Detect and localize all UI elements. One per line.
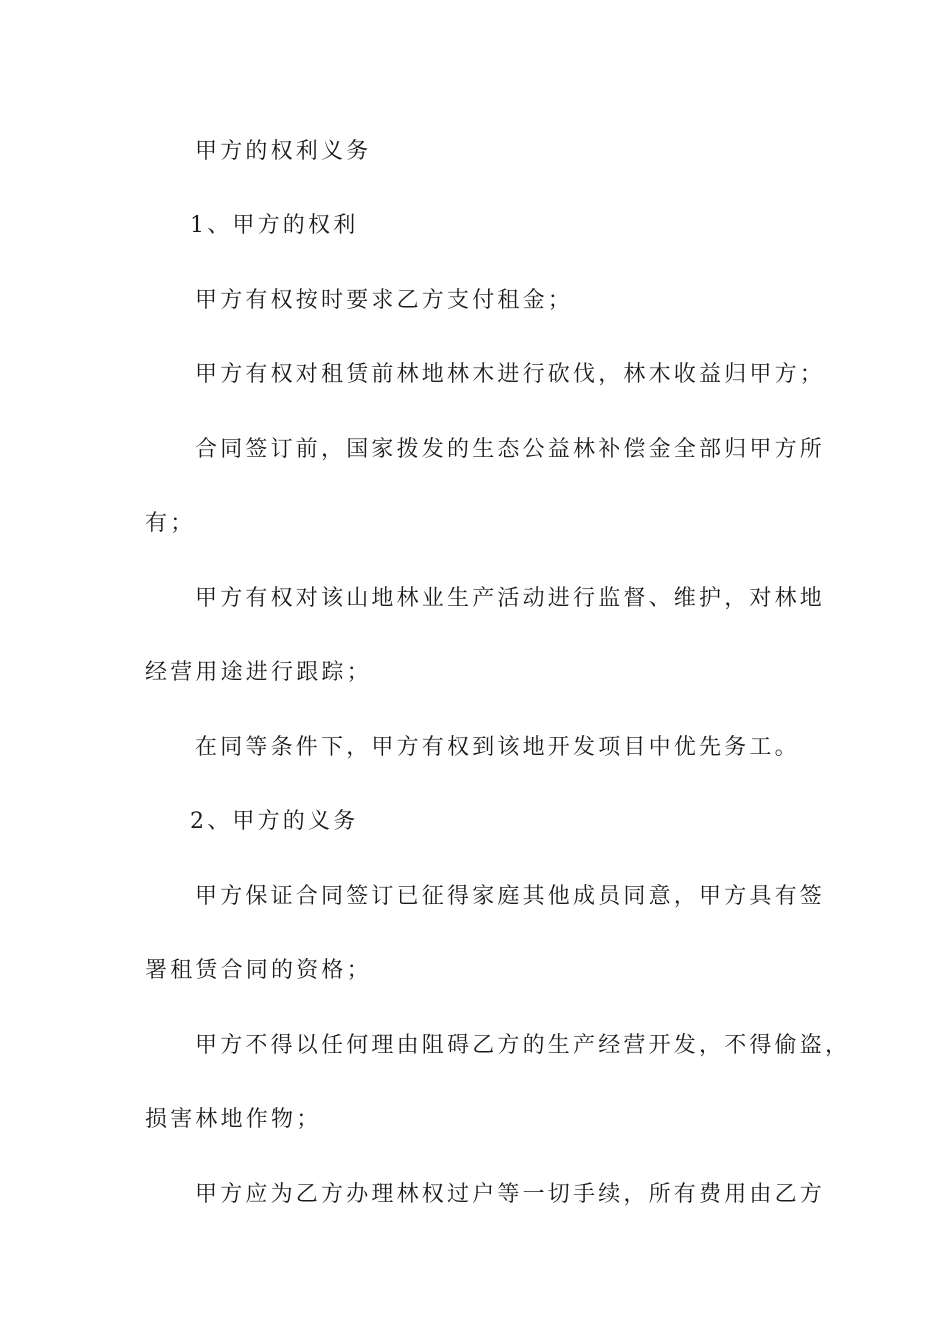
paragraph-line: 甲方有权对该山地林业生产活动进行监督、维护，对林地 <box>195 586 826 611</box>
paragraph-line: 甲方保证合同签订已征得家庭其他成员同意，甲方具有签 <box>195 884 826 909</box>
subsection-heading-rights: 1、甲方的权利 <box>190 213 359 238</box>
paragraph-line: 在同等条件下，甲方有权到该地开发项目中优先务工。 <box>195 735 800 760</box>
paragraph-line: 甲方应为乙方办理林权过户等一切手续，所有费用由乙方 <box>195 1182 826 1207</box>
paragraph-line: 甲方有权对租赁前林地林木进行砍伐，林木收益归甲方； <box>195 362 826 387</box>
section-heading: 甲方的权利义务 <box>195 139 372 164</box>
paragraph-line: 有； <box>145 511 196 536</box>
subsection-heading-duties: 2、甲方的义务 <box>190 809 359 834</box>
paragraph-line: 合同签订前，国家拨发的生态公益林补偿金全部归甲方所 <box>195 437 826 462</box>
paragraph-line: 甲方有权按时要求乙方支付租金； <box>195 288 574 313</box>
paragraph-line: 甲方不得以任何理由阻碍乙方的生产经营开发，不得偷盗， <box>195 1033 851 1058</box>
paragraph-line: 损害林地作物； <box>145 1107 322 1132</box>
paragraph-line: 经营用途进行跟踪； <box>145 660 372 685</box>
paragraph-line: 署租赁合同的资格； <box>145 958 372 983</box>
